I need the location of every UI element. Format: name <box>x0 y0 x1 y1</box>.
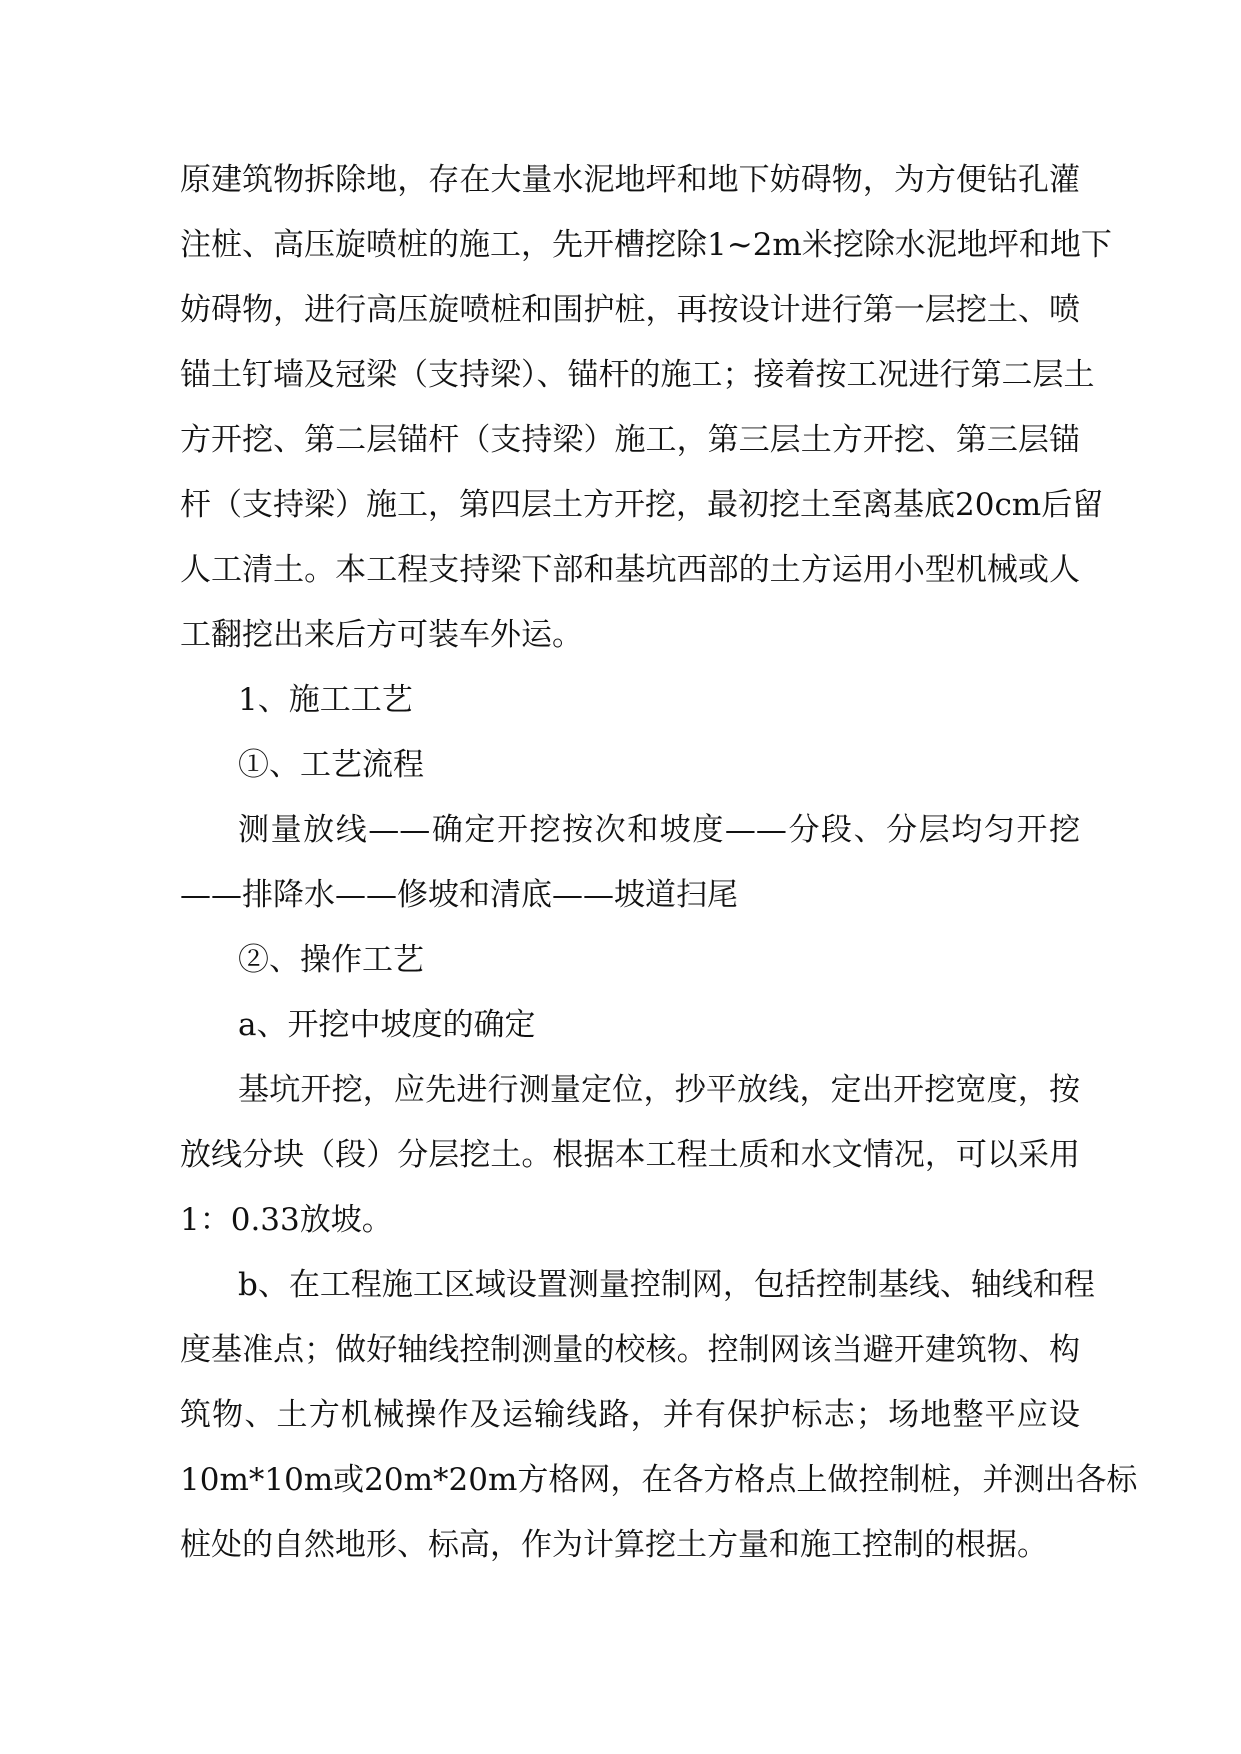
paragraph-line: 注桩、高压旋喷桩的施工，先开槽挖除1~2m米挖除水泥地坪和地下 <box>180 227 1112 263</box>
section-heading: 1、施工工艺 <box>238 682 413 718</box>
subsection-heading: ①、工艺流程 <box>238 747 424 783</box>
process-flow-line: 测量放线——确定开挖按次和坡度——分段、分层均匀开挖 <box>238 812 1080 848</box>
paragraph-line: 工翻挖出来后方可装车外运。 <box>180 617 583 653</box>
document-page <box>180 148 1138 1578</box>
paragraph-line: 放线分块（段）分层挖土。根据本工程土质和水文情况，可以采用 <box>180 1137 1080 1173</box>
paragraph-line: 杆（支持梁）施工，第四层土方开挖，最初挖土至离基底20cm后留 <box>180 487 1104 523</box>
paragraph-line: 筑物、土方机械操作及运输线路，并有保护标志；场地整平应设 <box>180 1397 1080 1433</box>
paragraph-line: 原建筑物拆除地，存在大量水泥地坪和地下妨碍物，为方便钻孔灌 <box>180 162 1080 198</box>
paragraph-line: 妨碍物，进行高压旋喷桩和围护桩，再按设计进行第一层挖土、喷 <box>180 292 1080 328</box>
paragraph-line: b、在工程施工区域设置测量控制网，包括控制基线、轴线和程 <box>238 1267 1095 1303</box>
item-heading: a、开挖中坡度的确定 <box>238 1007 536 1043</box>
paragraph-line: 锚土钉墙及冠梁（支持梁）、锚杆的施工；接着按工况进行第二层土 <box>180 357 1095 393</box>
paragraph-line: 人工清土。本工程支持梁下部和基坑西部的土方运用小型机械或人 <box>180 552 1080 588</box>
subsection-heading: ②、操作工艺 <box>238 942 424 978</box>
process-flow-line: ——排降水——修坡和清底——坡道扫尾 <box>180 877 738 913</box>
paragraph-line: 桩处的自然地形、标高，作为计算挖土方量和施工控制的根据。 <box>180 1527 1048 1563</box>
paragraph-line: 基坑开挖，应先进行测量定位，抄平放线，定出开挖宽度，按 <box>238 1072 1080 1108</box>
paragraph-line: 1：0.33放坡。 <box>180 1202 393 1238</box>
paragraph-line: 10m*10m或20m*20m方格网，在各方格点上做控制桩，并测出各标 <box>180 1462 1138 1498</box>
paragraph-line: 度基准点；做好轴线控制测量的校核。控制网该当避开建筑物、构 <box>180 1332 1080 1368</box>
paragraph-line: 方开挖、第二层锚杆（支持梁）施工，第三层土方开挖、第三层锚 <box>180 422 1080 458</box>
